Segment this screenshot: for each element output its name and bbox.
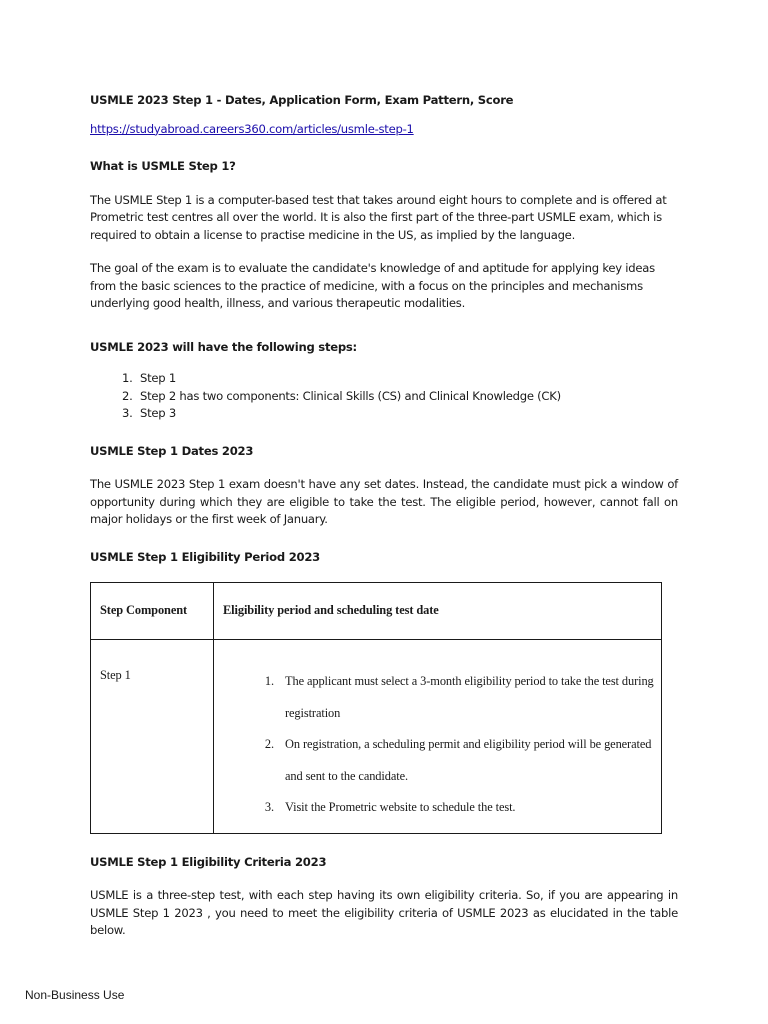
table-cell-step: Step 1 <box>91 640 214 834</box>
steps-heading: USMLE 2023 will have the following steps: <box>90 339 357 354</box>
dates-paragraph: The USMLE 2023 Step 1 exam doesn't have any set dates. Instead, the candidate must pick a window of opportunity during which they are eligible to take the test. The eligible period, however, cannot fall on major holidays or the first week of January. <box>90 477 678 526</box>
eligibility-criteria-heading: USMLE Step 1 Eligibility Criteria 2023 <box>90 854 327 869</box>
intro-paragraph: The USMLE Step 1 is a computer-based test that takes around eight hours to complete and is offered at Prometric test centres all over the world. It is also the first part of the three-part USMLE exam, which is required to obtain a license to practise medicine in the US, as implied by the language. <box>90 192 667 242</box>
goal-paragraph: The goal of the exam is to evaluate the candidate's knowledge of and aptitude for applying key ideas from the basic sciences to the practice of medicine, with a focus on the principles and mechanisms underlying good health, illness, and various therapeutic modalities. <box>90 261 655 310</box>
list-item: 1. Step 1 <box>136 370 678 388</box>
dates-heading: USMLE Step 1 Dates 2023 <box>90 443 254 458</box>
list-item: 3. Step 3 <box>136 405 678 423</box>
table-cell-items <box>214 640 662 834</box>
eligibility-period-table <box>90 582 662 834</box>
document-title: USMLE 2023 Step 1 - Dates, Application Form, Exam Pattern, Score <box>90 93 514 107</box>
list-item: 2. On registration, a scheduling permit and eligibility period will be generated and sent to the candidate. <box>277 729 660 792</box>
table-header-eligibility-period: Eligibility period and scheduling test date <box>214 583 662 640</box>
eligibility-period-heading: USMLE Step 1 Eligibility Period 2023 <box>90 549 320 564</box>
table-row <box>91 640 662 834</box>
steps-list <box>90 370 678 423</box>
eligibility-steps-list <box>223 666 660 824</box>
list-item: 3. Visit the Prometric website to schedule the test. <box>277 792 660 824</box>
list-item: 1. The applicant must select a 3-month eligibility period to take the test during registration <box>277 666 660 729</box>
footer-label: Non-Business Use <box>25 988 125 1002</box>
article-link[interactable]: https://studyabroad.careers360.com/articles/usmle-step-1 <box>90 121 414 136</box>
criteria-paragraph: USMLE is a three-step test, with each step having its own eligibility criteria. So, if you are appearing in USMLE Step 1 2023 , you need to meet the eligibility criteria of USMLE 2023 as elucidated in the table below. <box>90 888 678 937</box>
table-header-row <box>91 583 662 640</box>
list-item: 2. Step 2 has two components: Clinical Skills (CS) and Clinical Knowledge (CK) <box>136 388 678 406</box>
document-page <box>90 92 678 940</box>
table-header-step-component: Step Component <box>91 583 214 640</box>
what-heading: What is USMLE Step 1? <box>90 159 236 173</box>
